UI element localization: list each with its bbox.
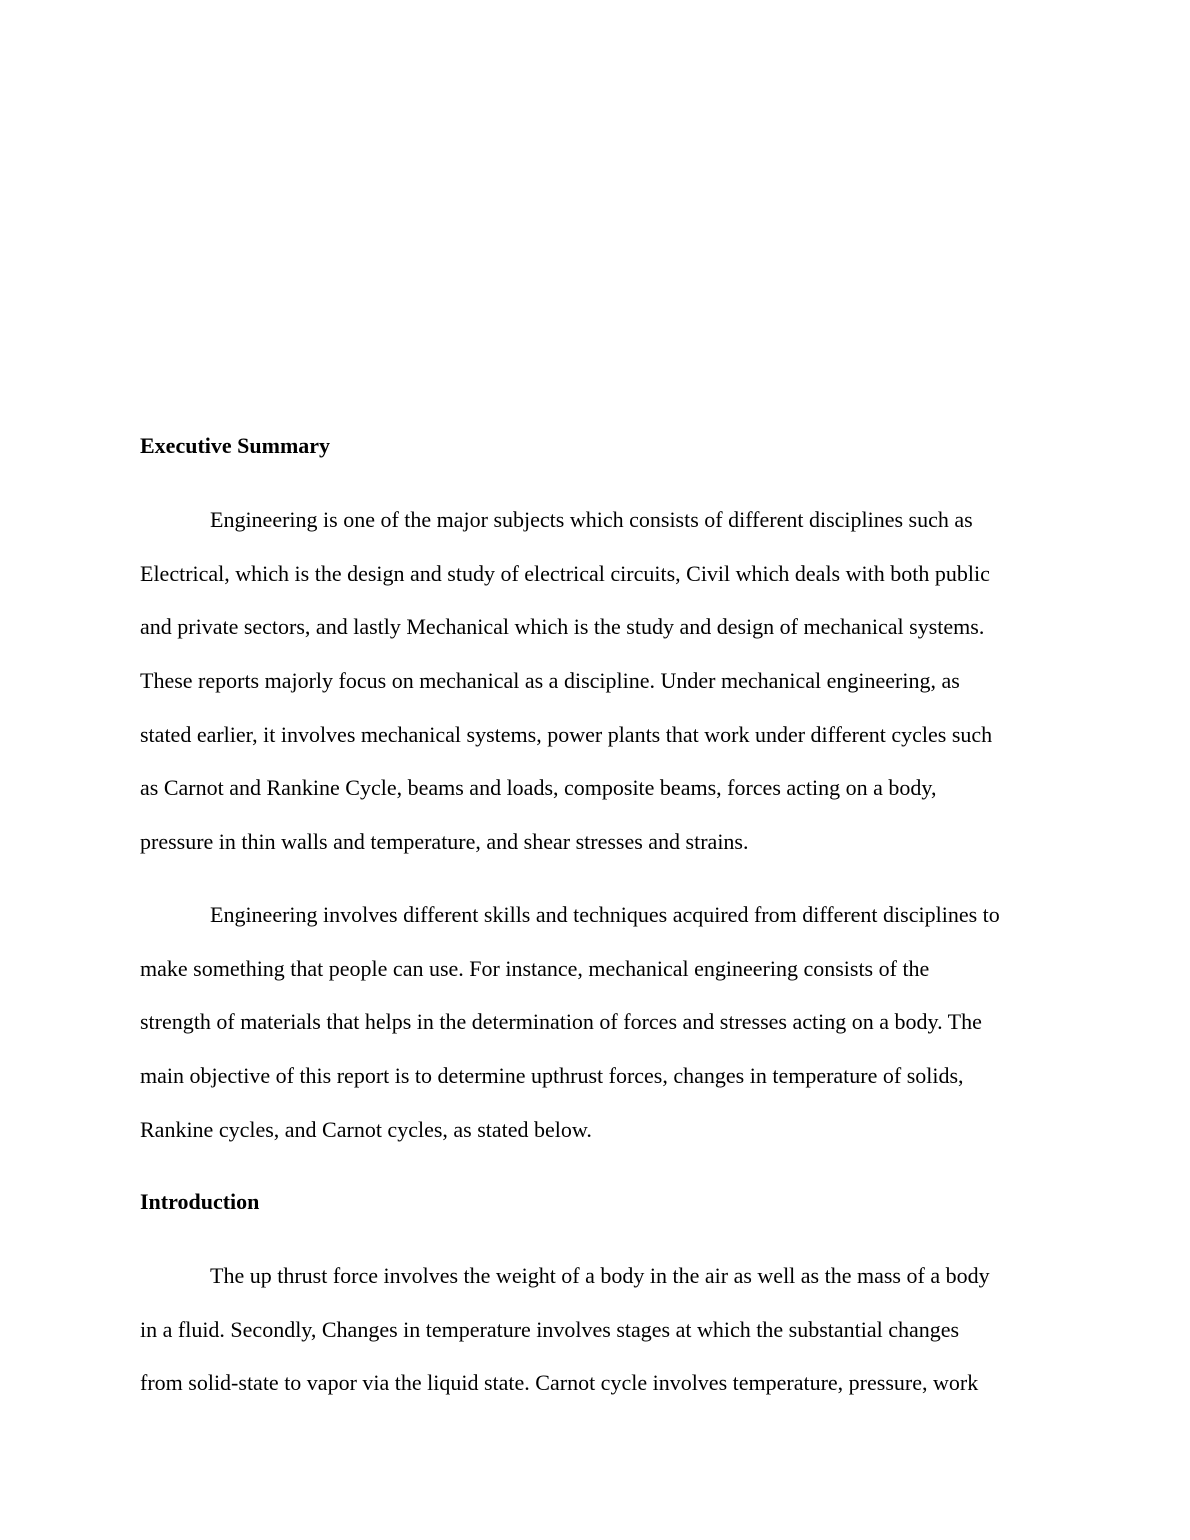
paragraph-line: The up thrust force involves the weight of a body in the air as well as the mass of a body: [210, 1263, 990, 1288]
paragraph-line: These reports majorly focus on mechanical as a discipline. Under mechanical engineering, as: [140, 668, 960, 693]
paragraph-line: and private sectors, and lastly Mechanical which is the study and design of mechanical systems.: [140, 614, 985, 639]
paragraph-line: make something that people can use. For instance, mechanical engineering consists of the: [140, 956, 930, 981]
paragraph-line: strength of materials that helps in the determination of forces and stresses acting on a body. The: [140, 1009, 982, 1034]
paragraph-line: Engineering is one of the major subjects which consists of different disciplines such as: [210, 507, 973, 532]
paragraph-line: Engineering involves different skills and techniques acquired from different disciplines to: [210, 902, 1000, 927]
paragraph-line: in a fluid. Secondly, Changes in temperature involves stages at which the substantial changes: [140, 1317, 960, 1342]
paragraph-line: main objective of this report is to determine upthrust forces, changes in temperature of solids,: [140, 1063, 964, 1088]
executive-summary-heading: Executive Summary: [140, 433, 331, 458]
paragraph-line: Electrical, which is the design and study of electrical circuits, Civil which deals with both public: [140, 561, 990, 586]
paragraph-line: as Carnot and Rankine Cycle, beams and loads, composite beams, forces acting on a body,: [140, 775, 937, 800]
paragraph-line: from solid-state to vapor via the liquid state. Carnot cycle involves temperature, pressure, work: [140, 1370, 979, 1395]
paragraph-line: stated earlier, it involves mechanical systems, power plants that work under different cycles such: [140, 722, 993, 747]
introduction-heading: Introduction: [140, 1189, 260, 1214]
paragraph-line: Rankine cycles, and Carnot cycles, as stated below.: [140, 1117, 592, 1142]
paragraph-line: pressure in thin walls and temperature, and shear stresses and strains.: [140, 829, 749, 854]
